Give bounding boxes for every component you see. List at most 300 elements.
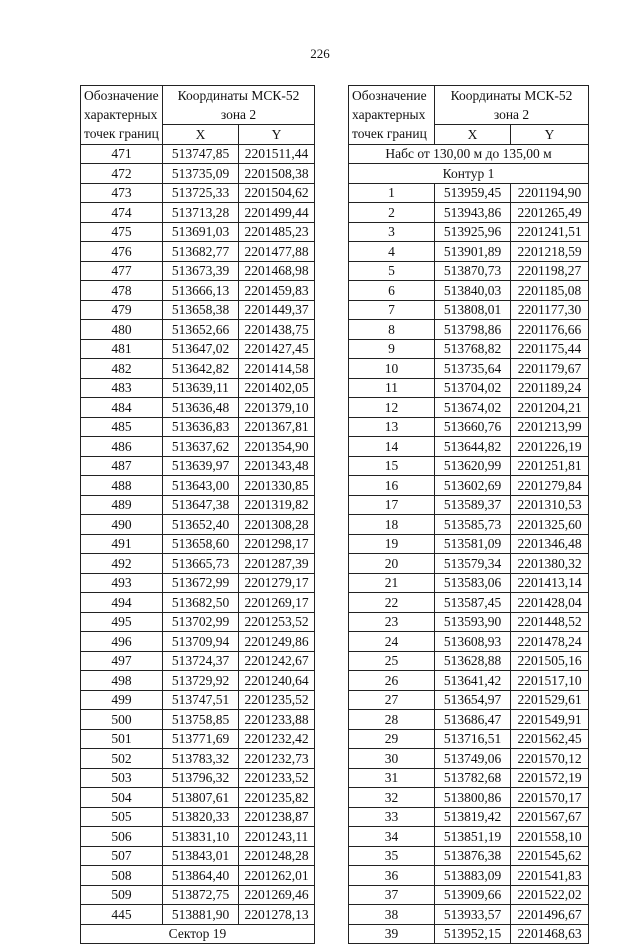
table-row bbox=[349, 866, 589, 886]
y-coordinate: 2201325,60 bbox=[511, 515, 589, 535]
x-coordinate: 513641,42 bbox=[435, 671, 511, 691]
y-coordinate: 2201379,10 bbox=[239, 398, 315, 418]
y-coordinate: 2201241,51 bbox=[511, 222, 589, 242]
y-coordinate: 2201242,67 bbox=[239, 651, 315, 671]
point-number: 500 bbox=[81, 710, 163, 730]
x-coordinate: 513674,02 bbox=[435, 398, 511, 418]
y-header: Y bbox=[511, 125, 589, 145]
designation-header-line1: Обозначение bbox=[84, 88, 159, 103]
point-number: 477 bbox=[81, 261, 163, 281]
y-coordinate: 2201319,82 bbox=[239, 495, 315, 515]
table-row bbox=[81, 300, 315, 320]
table-row bbox=[349, 515, 589, 535]
x-coordinate: 513870,73 bbox=[435, 261, 511, 281]
y-coordinate: 2201204,21 bbox=[511, 398, 589, 418]
point-number: 19 bbox=[349, 534, 435, 554]
x-coordinate: 513901,89 bbox=[435, 242, 511, 262]
point-number: 497 bbox=[81, 651, 163, 671]
x-coordinate: 513652,66 bbox=[163, 320, 239, 340]
point-number: 25 bbox=[349, 651, 435, 671]
y-coordinate: 2201233,88 bbox=[239, 710, 315, 730]
point-number: 471 bbox=[81, 144, 163, 164]
table-row bbox=[349, 242, 589, 262]
point-number: 499 bbox=[81, 690, 163, 710]
point-number: 9 bbox=[349, 339, 435, 359]
point-number: 487 bbox=[81, 456, 163, 476]
y-coordinate: 2201176,66 bbox=[511, 320, 589, 340]
x-coordinate: 513639,97 bbox=[163, 456, 239, 476]
left-table-body bbox=[81, 144, 315, 924]
left-coordinates-table bbox=[80, 85, 315, 944]
y-coordinate: 2201218,59 bbox=[511, 242, 589, 262]
x-coordinate: 513704,02 bbox=[435, 378, 511, 398]
y-coordinate: 2201213,99 bbox=[511, 417, 589, 437]
designation-header-line3: точек границ bbox=[352, 126, 427, 141]
table-row bbox=[81, 203, 315, 223]
y-coordinate: 2201308,28 bbox=[239, 515, 315, 535]
y-coordinate: 2201449,37 bbox=[239, 300, 315, 320]
table-row bbox=[349, 807, 589, 827]
point-number: 484 bbox=[81, 398, 163, 418]
point-number: 472 bbox=[81, 164, 163, 184]
y-coordinate: 2201428,04 bbox=[511, 593, 589, 613]
point-number: 488 bbox=[81, 476, 163, 496]
x-coordinate: 513872,75 bbox=[163, 885, 239, 905]
y-coordinate: 2201249,86 bbox=[239, 632, 315, 652]
point-number: 504 bbox=[81, 788, 163, 808]
x-coordinate: 513807,61 bbox=[163, 788, 239, 808]
table-row bbox=[81, 320, 315, 340]
table-row bbox=[349, 612, 589, 632]
y-coordinate: 2201279,17 bbox=[239, 573, 315, 593]
y-coordinate: 2201238,87 bbox=[239, 807, 315, 827]
point-number: 495 bbox=[81, 612, 163, 632]
designation-header-line2: характерных bbox=[352, 107, 426, 122]
y-coordinate: 2201367,81 bbox=[239, 417, 315, 437]
point-number: 15 bbox=[349, 456, 435, 476]
table-row bbox=[81, 183, 315, 203]
coordinates-header bbox=[435, 86, 589, 125]
table-row bbox=[349, 183, 589, 203]
y-coordinate: 2201517,10 bbox=[511, 671, 589, 691]
designation-header-line1: Обозначение bbox=[352, 88, 427, 103]
table-row bbox=[81, 749, 315, 769]
point-number: 35 bbox=[349, 846, 435, 866]
y-coordinate: 2201240,64 bbox=[239, 671, 315, 691]
table-row bbox=[81, 534, 315, 554]
point-number: 11 bbox=[349, 378, 435, 398]
y-coordinate: 2201287,39 bbox=[239, 554, 315, 574]
y-coordinate: 2201485,23 bbox=[239, 222, 315, 242]
table-row bbox=[349, 320, 589, 340]
table-row bbox=[349, 300, 589, 320]
point-number: 24 bbox=[349, 632, 435, 652]
table-row bbox=[349, 359, 589, 379]
table-row bbox=[81, 339, 315, 359]
designation-header-line2: характерных bbox=[84, 107, 158, 122]
table-row bbox=[349, 456, 589, 476]
table-row bbox=[81, 495, 315, 515]
table-row bbox=[81, 398, 315, 418]
x-coordinate: 513952,15 bbox=[435, 924, 511, 944]
point-number: 502 bbox=[81, 749, 163, 769]
y-coordinate: 2201499,44 bbox=[239, 203, 315, 223]
y-coordinate: 2201226,19 bbox=[511, 437, 589, 457]
point-number: 18 bbox=[349, 515, 435, 535]
x-coordinate: 513608,93 bbox=[435, 632, 511, 652]
x-coordinate: 513654,97 bbox=[435, 690, 511, 710]
table-row bbox=[81, 359, 315, 379]
x-coordinate: 513843,01 bbox=[163, 846, 239, 866]
x-coordinate: 513851,19 bbox=[435, 827, 511, 847]
y-coordinate: 2201262,01 bbox=[239, 866, 315, 886]
y-coordinate: 2201402,05 bbox=[239, 378, 315, 398]
y-coordinate: 2201310,53 bbox=[511, 495, 589, 515]
x-coordinate: 513636,48 bbox=[163, 398, 239, 418]
x-coordinate: 513686,47 bbox=[435, 710, 511, 730]
x-coordinate: 513881,90 bbox=[163, 905, 239, 925]
y-coordinate: 2201380,32 bbox=[511, 554, 589, 574]
table-row bbox=[81, 690, 315, 710]
table-row bbox=[349, 476, 589, 496]
y-coordinate: 2201567,67 bbox=[511, 807, 589, 827]
table-row bbox=[349, 417, 589, 437]
table-row bbox=[81, 651, 315, 671]
x-coordinate: 513642,82 bbox=[163, 359, 239, 379]
point-number: 491 bbox=[81, 534, 163, 554]
x-coordinate: 513665,73 bbox=[163, 554, 239, 574]
table-row bbox=[349, 690, 589, 710]
x-coordinate: 513589,37 bbox=[435, 495, 511, 515]
y-coordinate: 2201298,17 bbox=[239, 534, 315, 554]
table-row bbox=[81, 261, 315, 281]
point-number: 498 bbox=[81, 671, 163, 691]
y-coordinate: 2201269,17 bbox=[239, 593, 315, 613]
table-row bbox=[349, 749, 589, 769]
table-row bbox=[81, 164, 315, 184]
coordinates-header bbox=[163, 86, 315, 125]
point-number: 10 bbox=[349, 359, 435, 379]
point-number: 21 bbox=[349, 573, 435, 593]
point-number: 480 bbox=[81, 320, 163, 340]
point-number: 473 bbox=[81, 183, 163, 203]
x-coordinate: 513636,83 bbox=[163, 417, 239, 437]
point-number: 1 bbox=[349, 183, 435, 203]
table-row bbox=[349, 222, 589, 242]
x-coordinate: 513808,01 bbox=[435, 300, 511, 320]
x-coordinate: 513864,40 bbox=[163, 866, 239, 886]
point-number: 6 bbox=[349, 281, 435, 301]
sector-label: Сектор 19 bbox=[81, 924, 315, 944]
x-coordinate: 513639,11 bbox=[163, 378, 239, 398]
table-row bbox=[349, 885, 589, 905]
table-row bbox=[349, 827, 589, 847]
coordinates-header-line1: Координаты МСК-52 bbox=[450, 88, 573, 103]
x-coordinate: 513658,60 bbox=[163, 534, 239, 554]
table-row bbox=[349, 398, 589, 418]
y-coordinate: 2201504,62 bbox=[239, 183, 315, 203]
y-coordinate: 2201572,19 bbox=[511, 768, 589, 788]
table-row bbox=[349, 534, 589, 554]
x-coordinate: 513909,66 bbox=[435, 885, 511, 905]
x-coordinate: 513798,86 bbox=[435, 320, 511, 340]
y-coordinate: 2201448,52 bbox=[511, 612, 589, 632]
y-coordinate: 2201545,62 bbox=[511, 846, 589, 866]
x-coordinate: 513729,92 bbox=[163, 671, 239, 691]
table-row bbox=[81, 242, 315, 262]
point-number: 17 bbox=[349, 495, 435, 515]
table-row bbox=[349, 729, 589, 749]
x-coordinate: 513643,00 bbox=[163, 476, 239, 496]
table-row bbox=[81, 593, 315, 613]
point-number: 496 bbox=[81, 632, 163, 652]
x-coordinate: 513925,96 bbox=[435, 222, 511, 242]
point-number: 7 bbox=[349, 300, 435, 320]
y-coordinate: 2201185,08 bbox=[511, 281, 589, 301]
point-number: 503 bbox=[81, 768, 163, 788]
table-row bbox=[81, 437, 315, 457]
table-row bbox=[81, 632, 315, 652]
y-coordinate: 2201468,98 bbox=[239, 261, 315, 281]
x-coordinate: 513933,57 bbox=[435, 905, 511, 925]
table-row bbox=[349, 846, 589, 866]
y-coordinate: 2201558,10 bbox=[511, 827, 589, 847]
x-coordinate: 513587,45 bbox=[435, 593, 511, 613]
y-coordinate: 2201522,02 bbox=[511, 885, 589, 905]
y-coordinate: 2201265,49 bbox=[511, 203, 589, 223]
table-row bbox=[81, 417, 315, 437]
x-coordinate: 513716,51 bbox=[435, 729, 511, 749]
x-coordinate: 513579,34 bbox=[435, 554, 511, 574]
y-coordinate: 2201253,52 bbox=[239, 612, 315, 632]
x-coordinate: 513583,06 bbox=[435, 573, 511, 593]
y-coordinate: 2201562,45 bbox=[511, 729, 589, 749]
y-coordinate: 2201235,82 bbox=[239, 788, 315, 808]
table-row bbox=[81, 729, 315, 749]
y-coordinate: 2201549,91 bbox=[511, 710, 589, 730]
table-row bbox=[349, 339, 589, 359]
table-row bbox=[349, 788, 589, 808]
contour-title: Контур 1 bbox=[349, 164, 589, 184]
x-coordinate: 513768,82 bbox=[435, 339, 511, 359]
point-number: 12 bbox=[349, 398, 435, 418]
x-coordinate: 513666,13 bbox=[163, 281, 239, 301]
y-coordinate: 2201278,13 bbox=[239, 905, 315, 925]
table-row bbox=[81, 144, 315, 164]
y-coordinate: 2201232,42 bbox=[239, 729, 315, 749]
y-coordinate: 2201248,28 bbox=[239, 846, 315, 866]
page-number: 226 bbox=[310, 46, 330, 61]
point-number: 476 bbox=[81, 242, 163, 262]
point-number: 494 bbox=[81, 593, 163, 613]
y-coordinate: 2201251,81 bbox=[511, 456, 589, 476]
y-coordinate: 2201413,14 bbox=[511, 573, 589, 593]
x-coordinate: 513658,38 bbox=[163, 300, 239, 320]
point-number: 507 bbox=[81, 846, 163, 866]
point-number: 39 bbox=[349, 924, 435, 944]
x-coordinate: 513724,37 bbox=[163, 651, 239, 671]
x-coordinate: 513796,32 bbox=[163, 768, 239, 788]
point-number: 26 bbox=[349, 671, 435, 691]
table-row bbox=[349, 261, 589, 281]
x-coordinate: 513713,28 bbox=[163, 203, 239, 223]
x-coordinate: 513593,90 bbox=[435, 612, 511, 632]
y-coordinate: 2201235,52 bbox=[239, 690, 315, 710]
table-row bbox=[349, 905, 589, 925]
x-coordinate: 513660,76 bbox=[435, 417, 511, 437]
y-coordinate: 2201570,12 bbox=[511, 749, 589, 769]
x-coordinate: 513637,62 bbox=[163, 437, 239, 457]
x-coordinate: 513672,99 bbox=[163, 573, 239, 593]
table-row bbox=[81, 846, 315, 866]
y-coordinate: 2201570,17 bbox=[511, 788, 589, 808]
point-number: 14 bbox=[349, 437, 435, 457]
x-coordinate: 513758,85 bbox=[163, 710, 239, 730]
y-coordinate: 2201459,83 bbox=[239, 281, 315, 301]
y-coordinate: 2201529,61 bbox=[511, 690, 589, 710]
point-number: 509 bbox=[81, 885, 163, 905]
y-coordinate: 2201189,24 bbox=[511, 378, 589, 398]
y-coordinate: 2201414,58 bbox=[239, 359, 315, 379]
point-number: 30 bbox=[349, 749, 435, 769]
table-row bbox=[349, 632, 589, 652]
x-coordinate: 513749,06 bbox=[435, 749, 511, 769]
y-coordinate: 2201233,52 bbox=[239, 768, 315, 788]
x-coordinate: 513876,38 bbox=[435, 846, 511, 866]
y-coordinate: 2201496,67 bbox=[511, 905, 589, 925]
x-coordinate: 513682,77 bbox=[163, 242, 239, 262]
x-coordinate: 513783,32 bbox=[163, 749, 239, 769]
designation-header bbox=[349, 86, 435, 145]
point-number: 483 bbox=[81, 378, 163, 398]
x-coordinate: 513883,09 bbox=[435, 866, 511, 886]
point-number: 505 bbox=[81, 807, 163, 827]
x-coordinate: 513735,64 bbox=[435, 359, 511, 379]
x-header: X bbox=[435, 125, 511, 145]
point-number: 479 bbox=[81, 300, 163, 320]
x-coordinate: 513943,86 bbox=[435, 203, 511, 223]
x-coordinate: 513831,10 bbox=[163, 827, 239, 847]
y-coordinate: 2201198,27 bbox=[511, 261, 589, 281]
x-header: X bbox=[163, 125, 239, 145]
y-coordinate: 2201177,30 bbox=[511, 300, 589, 320]
y-coordinate: 2201511,44 bbox=[239, 144, 315, 164]
table-row bbox=[81, 807, 315, 827]
x-coordinate: 513620,99 bbox=[435, 456, 511, 476]
y-coordinate: 2201279,84 bbox=[511, 476, 589, 496]
table-row bbox=[81, 554, 315, 574]
table-row bbox=[349, 924, 589, 944]
table-row bbox=[81, 788, 315, 808]
x-coordinate: 513602,69 bbox=[435, 476, 511, 496]
point-number: 485 bbox=[81, 417, 163, 437]
y-coordinate: 2201269,46 bbox=[239, 885, 315, 905]
point-number: 501 bbox=[81, 729, 163, 749]
y-header: Y bbox=[239, 125, 315, 145]
table-row bbox=[349, 281, 589, 301]
x-coordinate: 513800,86 bbox=[435, 788, 511, 808]
point-number: 474 bbox=[81, 203, 163, 223]
point-number: 490 bbox=[81, 515, 163, 535]
x-coordinate: 513959,45 bbox=[435, 183, 511, 203]
table-row bbox=[81, 222, 315, 242]
point-number: 36 bbox=[349, 866, 435, 886]
point-number: 8 bbox=[349, 320, 435, 340]
point-number: 506 bbox=[81, 827, 163, 847]
y-coordinate: 2201243,11 bbox=[239, 827, 315, 847]
x-coordinate: 513840,03 bbox=[435, 281, 511, 301]
point-number: 20 bbox=[349, 554, 435, 574]
table-row bbox=[81, 612, 315, 632]
point-number: 34 bbox=[349, 827, 435, 847]
x-coordinate: 513782,68 bbox=[435, 768, 511, 788]
y-coordinate: 2201468,63 bbox=[511, 924, 589, 944]
y-coordinate: 2201330,85 bbox=[239, 476, 315, 496]
point-number: 29 bbox=[349, 729, 435, 749]
y-coordinate: 2201427,45 bbox=[239, 339, 315, 359]
table-row bbox=[81, 476, 315, 496]
table-row bbox=[349, 593, 589, 613]
height-range-title: Набс от 130,00 м до 135,00 м bbox=[349, 144, 589, 164]
x-coordinate: 513771,69 bbox=[163, 729, 239, 749]
table-row bbox=[81, 885, 315, 905]
y-coordinate: 2201343,48 bbox=[239, 456, 315, 476]
table-row bbox=[349, 573, 589, 593]
point-number: 38 bbox=[349, 905, 435, 925]
y-coordinate: 2201194,90 bbox=[511, 183, 589, 203]
x-coordinate: 513819,42 bbox=[435, 807, 511, 827]
point-number: 2 bbox=[349, 203, 435, 223]
x-coordinate: 513725,33 bbox=[163, 183, 239, 203]
point-number: 482 bbox=[81, 359, 163, 379]
point-number: 486 bbox=[81, 437, 163, 457]
table-row bbox=[349, 203, 589, 223]
x-coordinate: 513652,40 bbox=[163, 515, 239, 535]
y-coordinate: 2201179,67 bbox=[511, 359, 589, 379]
point-number: 475 bbox=[81, 222, 163, 242]
x-coordinate: 513735,09 bbox=[163, 164, 239, 184]
x-coordinate: 513747,51 bbox=[163, 690, 239, 710]
table-row bbox=[81, 573, 315, 593]
x-coordinate: 513644,82 bbox=[435, 437, 511, 457]
x-coordinate: 513702,99 bbox=[163, 612, 239, 632]
y-coordinate: 2201478,24 bbox=[511, 632, 589, 652]
x-coordinate: 513647,02 bbox=[163, 339, 239, 359]
y-coordinate: 2201346,48 bbox=[511, 534, 589, 554]
x-coordinate: 513673,39 bbox=[163, 261, 239, 281]
point-number: 27 bbox=[349, 690, 435, 710]
point-number: 4 bbox=[349, 242, 435, 262]
y-coordinate: 2201541,83 bbox=[511, 866, 589, 886]
coordinates-header-line2: зона 2 bbox=[220, 107, 257, 122]
table-row bbox=[349, 710, 589, 730]
point-number: 508 bbox=[81, 866, 163, 886]
y-coordinate: 2201175,44 bbox=[511, 339, 589, 359]
y-coordinate: 2201477,88 bbox=[239, 242, 315, 262]
table-row bbox=[81, 768, 315, 788]
y-coordinate: 2201232,73 bbox=[239, 749, 315, 769]
table-row bbox=[81, 281, 315, 301]
point-number: 33 bbox=[349, 807, 435, 827]
table-row bbox=[81, 378, 315, 398]
y-coordinate: 2201505,16 bbox=[511, 651, 589, 671]
table-row bbox=[81, 671, 315, 691]
table-row bbox=[81, 710, 315, 730]
table-row bbox=[349, 437, 589, 457]
x-coordinate: 513691,03 bbox=[163, 222, 239, 242]
designation-header-line3: точек границ bbox=[84, 126, 159, 141]
point-number: 5 bbox=[349, 261, 435, 281]
